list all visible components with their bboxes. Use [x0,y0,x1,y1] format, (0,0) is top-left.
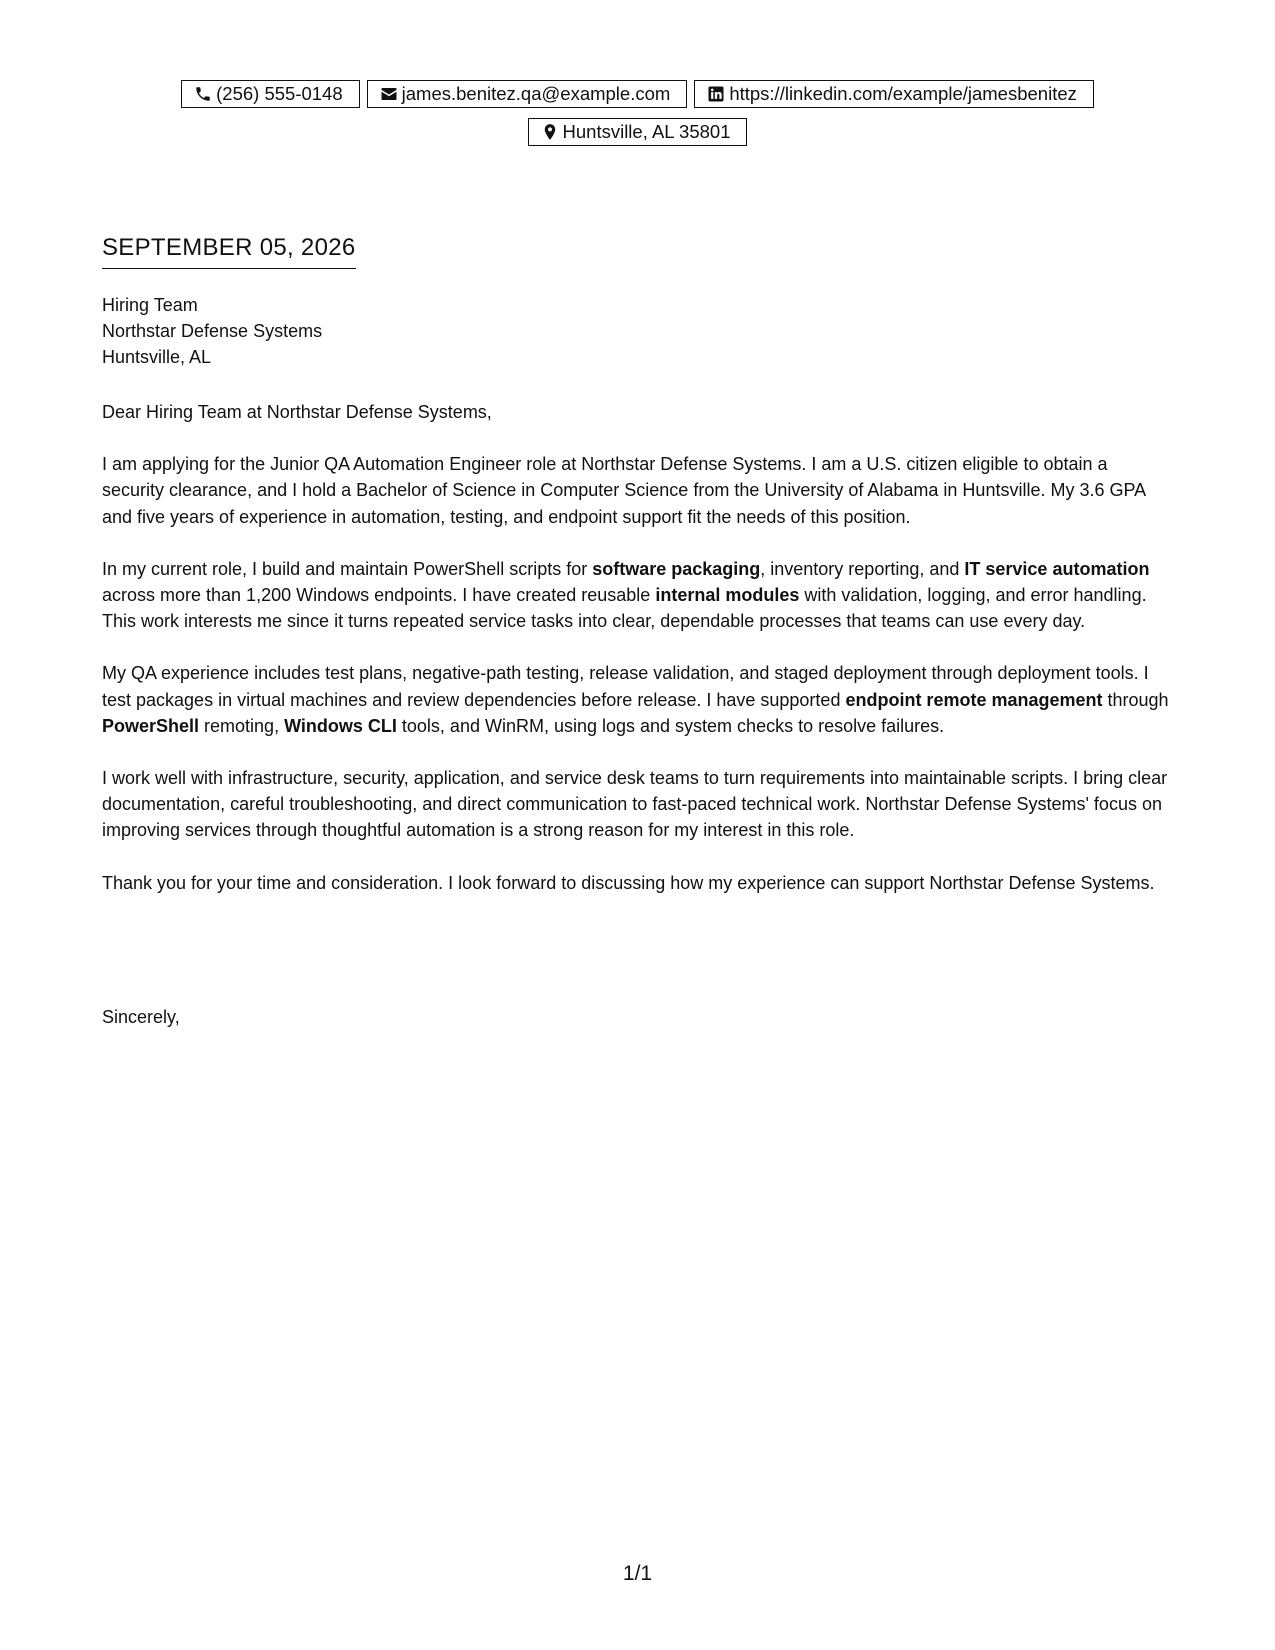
text-run: tools, and WinRM, using logs and system checks to resolve failures. [396,715,945,736]
letter-date: SEPTEMBER 05, 2026 [102,234,356,269]
paragraph-qa-experience [102,660,1172,739]
contact-row-location [0,118,1275,146]
linkedin-chip [694,80,1094,108]
email-text: james.benitez.qa@example.com [401,83,671,104]
text-run: remoting, [199,715,285,736]
closing: Sincerely, [102,1007,180,1027]
contact-row [0,80,1275,108]
location-text: Huntsville, AL 35801 [562,121,731,142]
text-run: through [1102,689,1169,710]
text-run: across more than 1,200 Windows endpoints. I have created reusable [102,585,656,606]
bold-run: software packaging [592,558,761,579]
text-run: My QA experience includes test plans, negative-path testing, release validation, and staged deployment through deployment tools. I test packages in virtual machines and review dependencies before release. I have supported [102,663,1149,710]
paragraph-collaboration: I work well with infrastructure, security, application, and service desk teams to turn requirements into maintainable scripts. I bring clear documentation, careful troubleshooting, and direct communication to fast-paced technical work. Northstar Defense Systems' focus on improving services through thoughtful automation is a strong reason for my interest in this role. [102,768,1168,841]
phone-icon [194,85,212,103]
text-run: , inventory reporting, and [760,558,965,579]
bold-run: internal modules [655,585,800,606]
location-chip [528,118,748,146]
salutation: Dear Hiring Team at Northstar Defense Systems, [102,402,492,422]
recipient-company: Northstar Defense Systems [102,321,323,341]
bold-run: PowerShell [102,715,200,736]
paragraph-intro: I am applying for the Junior QA Automation Engineer role at Northstar Defense Systems. I am a U.S. citizen eligible to obtain a security clearance, and I hold a Bachelor of Science in Computer Science from the University of Alabama in Huntsville. My 3.6 GPA and five years of experience in automation, testing, and endpoint support fit the needs of this position. [102,454,1146,527]
bold-run: IT service automation [964,558,1150,579]
paragraph-thanks: Thank you for your time and consideration. I look forward to discussing how my experience can support Northstar Defense Systems. [102,872,1155,893]
recipient-location: Huntsville, AL [102,347,212,367]
text-run: with validation, logging, and error handling. This work interests me since it turns repeated service tasks into clear, dependable processes that teams can use every day. [102,585,1147,632]
bold-run: endpoint remote management [845,689,1103,710]
letter-body [102,399,1172,922]
text-run: In my current role, I build and maintain PowerShell scripts for [102,558,593,579]
phone-text: (256) 555-0148 [216,83,343,104]
map-marker-icon [541,123,559,141]
linkedin-icon [707,85,725,103]
bold-run: Windows CLI [284,715,397,736]
email-chip [367,80,688,108]
recipient-line: Hiring Team [102,295,198,315]
page-number: 1/1 [622,1562,653,1585]
phone-chip [181,80,360,108]
linkedin-text: https://linkedin.com/example/jamesbenitez [729,83,1077,104]
paragraph-current-role [102,556,1172,635]
envelope-icon [380,85,398,103]
recipient-block [102,292,322,370]
